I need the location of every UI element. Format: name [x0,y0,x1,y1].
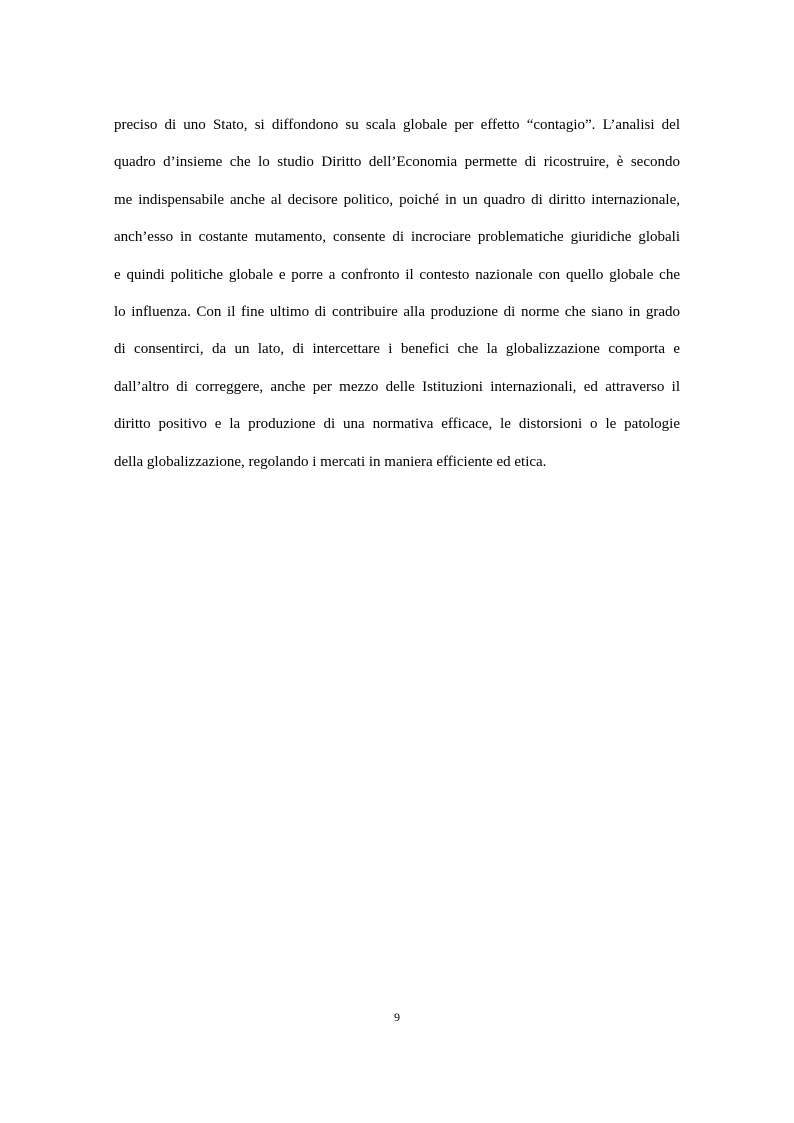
paragraph-line: della globalizzazione, regolando i mercati in maniera efficiente ed etica. [114,453,547,470]
paragraph-line: dall’altro di correggere, anche per mezzo delle Istituzioni internazionali, ed attraverso il [114,378,680,395]
paragraph-line: lo influenza. Con il fine ultimo di contribuire alla produzione di norme che siano in grado [114,303,680,320]
paragraph-line: di consentirci, da un lato, di intercettare i benefici che la globalizzazione comporta e [114,341,680,358]
paragraph-line: quadro d’insieme che lo studio Diritto dell’Economia permette di ricostruire, è secondo [114,154,680,171]
page-number: 9 [394,1010,400,1024]
paragraph-line: me indispensabile anche al decisore politico, poiché in un quadro di diritto internazionale, [114,191,680,208]
paragraph-line: diritto positivo e la produzione di una normativa efficace, le distorsioni o le patologie [114,416,680,433]
body-paragraph [114,113,680,487]
paragraph-line: anch’esso in costante mutamento, consente di incrociare problematiche giuridiche globali [114,229,680,246]
paragraph-line: preciso di uno Stato, si diffondono su scala globale per effetto “contagio”. L’analisi del [114,117,680,133]
paragraph-line: e quindi politiche globale e porre a confronto il contesto nazionale con quello globale che [114,266,680,283]
